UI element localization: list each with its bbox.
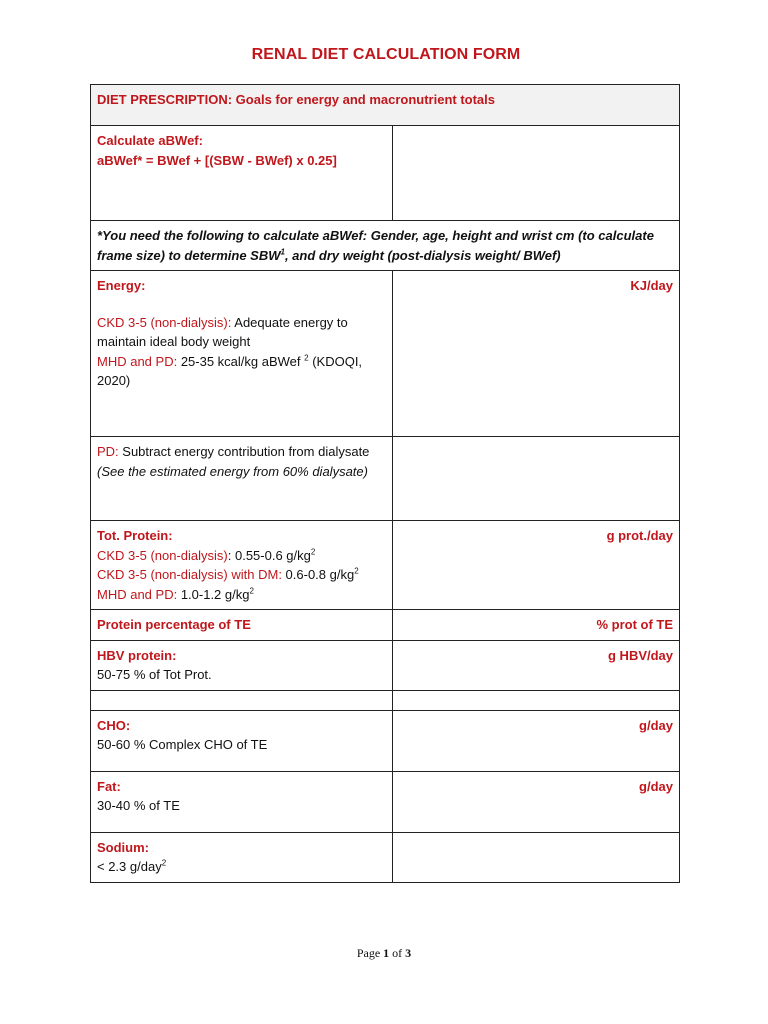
- abwef-cell: [91, 126, 393, 221]
- sodium-answer-cell[interactable]: [393, 832, 680, 882]
- sodium-cell: [91, 832, 393, 882]
- protein-line-3: MHD and PD: 1.0-1.2 $g/kg^2$: [97, 586, 254, 602]
- abwef-answer-cell[interactable]: [393, 126, 680, 221]
- fat-heading: Fat:: [97, 778, 121, 794]
- blank-row: [91, 690, 680, 710]
- protein-heading: Tot. Protein:: [97, 528, 173, 543]
- protein-pct-heading: Protein percentage of TE: [91, 610, 393, 641]
- energy-mhd: MHD and PD: 25-35 kcal/kg aBWef $^2$ (KDOQI, 2020): [97, 353, 363, 388]
- pd-text: PD: Subtract energy contribution from dialysate: [97, 444, 370, 459]
- energy-row: [91, 271, 680, 437]
- hbv-row: [91, 640, 680, 690]
- fat-unit[interactable]: g/day: [393, 771, 680, 832]
- fat-text: 30-40 % of TE: [97, 798, 180, 813]
- protein-pct-unit[interactable]: % prot of TE: [393, 610, 680, 641]
- hbv-cell: [91, 640, 393, 690]
- cho-cell: [91, 710, 393, 771]
- prescription-heading: DIET PRESCRIPTION: Goals for energy and macronutrient totals: [91, 85, 680, 126]
- cho-heading: CHO:: [97, 717, 131, 733]
- energy-unit[interactable]: KJ/day: [393, 271, 680, 437]
- blank-cell-right[interactable]: [393, 690, 680, 710]
- cho-text: 50-60 % Complex CHO of TE: [97, 737, 268, 752]
- pd-answer-cell[interactable]: [393, 437, 680, 521]
- sodium-heading: Sodium:: [97, 839, 149, 855]
- pd-note: (See the estimated energy from 60% dialysate): [97, 463, 368, 479]
- energy-cell: [91, 271, 393, 437]
- protein-row: [91, 521, 680, 610]
- fat-cell: [91, 771, 393, 832]
- abwef-formula: aBWef* = BWef + [(SBW - BWef) x 0.25]: [97, 152, 337, 168]
- total-pages: 3: [405, 946, 412, 960]
- cho-row: [91, 710, 680, 771]
- page-footer: Page 1 of 3: [356, 946, 412, 960]
- current-page: 1: [383, 946, 390, 960]
- form-title: RENAL DIET CALCULATION FORM: [251, 46, 521, 63]
- hbv-heading: HBV protein:: [97, 647, 177, 663]
- energy-heading: Energy:: [97, 278, 146, 293]
- protein-pct-row: [91, 610, 680, 641]
- pd-cell: [91, 437, 393, 521]
- blank-cell-left: [91, 690, 393, 710]
- hbv-text: 50-75 % of Tot Prot.: [97, 667, 212, 682]
- protein-line-2: CKD 3-5 (non-dialysis) with DM: 0.6-0.8 $g/kg^2$: [97, 566, 359, 582]
- sodium-text: < 2.3 g/day$^2$: [97, 858, 167, 874]
- cho-unit[interactable]: g/day: [393, 710, 680, 771]
- protein-line-1: CKD 3-5 (non-dialysis): 0.55-0.6 $g/kg^2$: [97, 547, 316, 563]
- abwef-note: *You need the following to calculate aBWef: Gender, age, height and wrist cm (to calculate frame size) to determine SBW$^1$, and dry weight (post-dialysis weight/ BWef): [91, 221, 680, 271]
- pd-row: [91, 437, 680, 521]
- abwef-heading: Calculate aBWef:: [97, 133, 203, 148]
- note-row: [91, 221, 680, 271]
- abwef-row: [91, 126, 680, 221]
- hbv-unit[interactable]: g HBV/day: [393, 640, 680, 690]
- protein-cell: [91, 521, 393, 610]
- fat-row: [91, 771, 680, 832]
- diet-calculation-table: [90, 84, 680, 883]
- energy-ckd: CKD 3-5 (non-dialysis): Adequate energy to maintain ideal body weight: [97, 314, 348, 349]
- sodium-row: [91, 832, 680, 882]
- protein-unit[interactable]: g prot./day: [393, 521, 680, 610]
- prescription-row: [91, 85, 680, 126]
